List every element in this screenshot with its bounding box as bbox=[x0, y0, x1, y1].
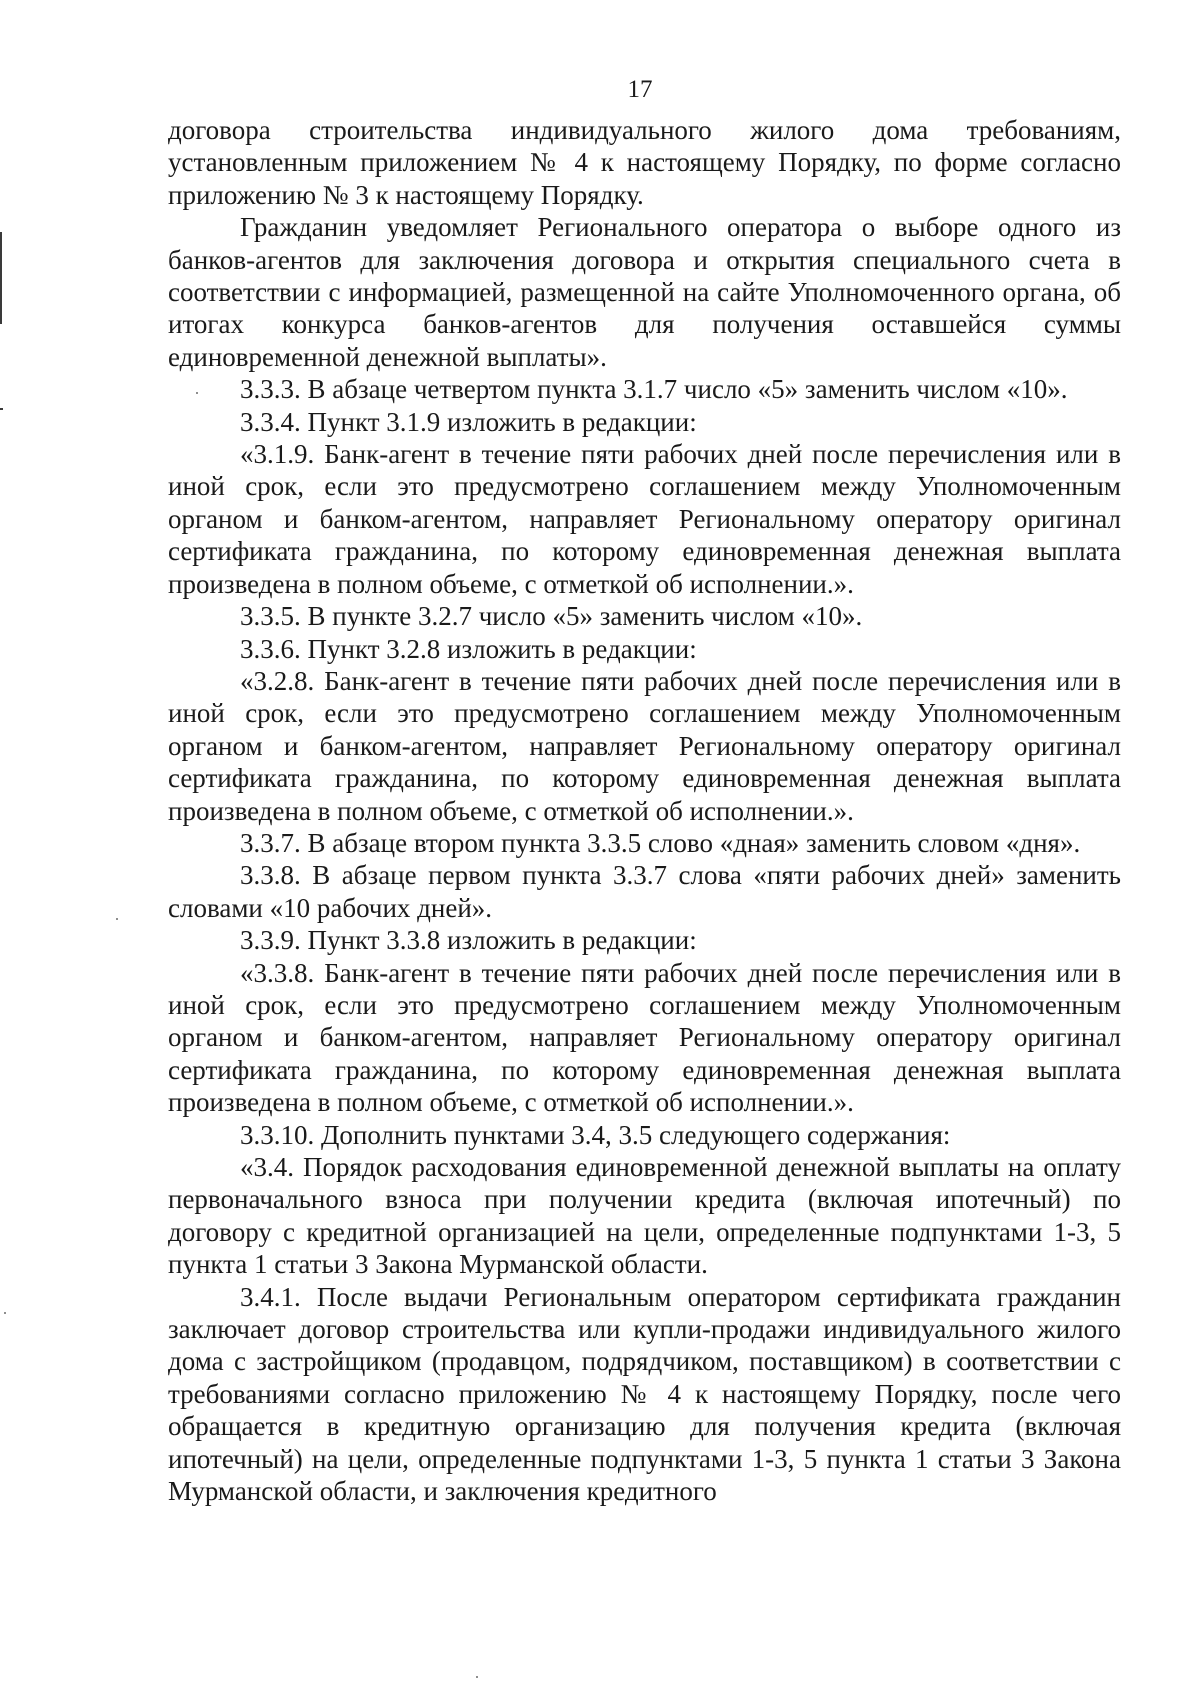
scan-dot bbox=[116, 918, 118, 920]
paragraph: 3.3.4. Пункт 3.1.9 изложить в редакции: bbox=[240, 406, 697, 437]
paragraph: 3.3.6. Пункт 3.2.8 изложить в редакции: bbox=[240, 633, 697, 664]
scan-dot bbox=[4, 1312, 6, 1314]
paragraph: «3.3.8. Банк-агент в течение пяти рабочих дней после перечисления или в иной срок, если это предусмотрено соглашением между Уполномоченным органом и банком-агентом, направляет Региональному оператору оригинал сертификата гражданина, по которому единовременная денежная выплата произведена в полном объеме, с отметкой об исполнении.». bbox=[168, 957, 1121, 1118]
paragraph: «3.1.9. Банк-агент в течение пяти рабочих дней после перечисления или в иной срок, если это предусмотрено соглашением между Уполномоченным органом и банком-агентом, направляет Региональному оператору оригинал сертификата гражданина, по которому единовременная денежная выплата произведена в полном объеме, с отметкой об исполнении.». bbox=[168, 439, 1121, 599]
scan-edge-mark bbox=[0, 232, 2, 324]
paragraph: 3.3.3. В абзаце четвертом пункта 3.1.7 число «5» заменить числом «10». bbox=[240, 374, 1068, 405]
paragraph: 3.3.10. Дополнить пунктами 3.4, 3.5 следующего содержания: bbox=[240, 1119, 951, 1150]
paragraph: «3.2.8. Банк-агент в течение пяти рабочих дней после перечисления или в иной срок, если это предусмотрено соглашением между Уполномоченным органом и банком-агентом, направляет Региональному оператору оригинал сертификата гражданина, по которому единовременная денежная выплата произведена в полном объеме, с отметкой об исполнении.». bbox=[168, 665, 1121, 826]
scan-dot bbox=[476, 1676, 478, 1678]
paragraph: «3.4. Порядок расходования единовременной денежной выплаты на оплату первоначального взноса при получении кредита (включая ипотечный) по договору с кредитной организацией на цели, определенные подпунктами 1-3, 5 пункта 1 статьи 3 Закона Мурманской области. bbox=[168, 1152, 1121, 1280]
paragraph: 3.3.7. В абзаце втором пункта 3.3.5 слово «дная» заменить словом «дня». bbox=[240, 827, 1081, 858]
page-number: 17 bbox=[627, 76, 653, 103]
paragraph: договора строительства индивидуального жилого дома требованиям, установленным приложением № 4 к настоящему Порядку, по форме согласно приложению № 3 к настоящему Порядку. bbox=[168, 115, 1121, 210]
paragraph: 3.3.8. В абзаце первом пункта 3.3.7 слова «пяти рабочих дней» заменить словами «10 рабочих дней». bbox=[168, 860, 1121, 923]
scan-dot bbox=[196, 392, 198, 394]
paragraph: 3.3.5. В пункте 3.2.7 число «5» заменить числом «10». bbox=[240, 601, 863, 632]
paragraph: Гражданин уведомляет Регионального оператора о выборе одного из банков-агентов для заключения договора и открытия специального счета в соответствии с информацией, размещенной на сайте Уполномоченного органа, об итогах конкурса банков-агентов для получения оставшейся суммы единовременной денежной выплаты». bbox=[168, 212, 1121, 372]
scan-edge-mark bbox=[0, 408, 3, 410]
document-body bbox=[168, 114, 1121, 1507]
paragraph: 3.3.9. Пункт 3.3.8 изложить в редакции: bbox=[240, 925, 697, 956]
paragraph: 3.4.1. После выдачи Региональным оператором сертификата гражданин заключает договор строительства или купли-продажи индивидуального жилого дома с застройщиком (продавцом, подрядчиком, поставщиком) в соответствии с требованиями согласно приложению № 4 к настоящему Порядку, после чего обращается в кредитную организацию для получения кредита (включая ипотечный) на цели, определенные подпунктами 1-3, 5 пункта 1 статьи 3 Закона Мурманской области, и заключения кредитного bbox=[168, 1281, 1121, 1507]
